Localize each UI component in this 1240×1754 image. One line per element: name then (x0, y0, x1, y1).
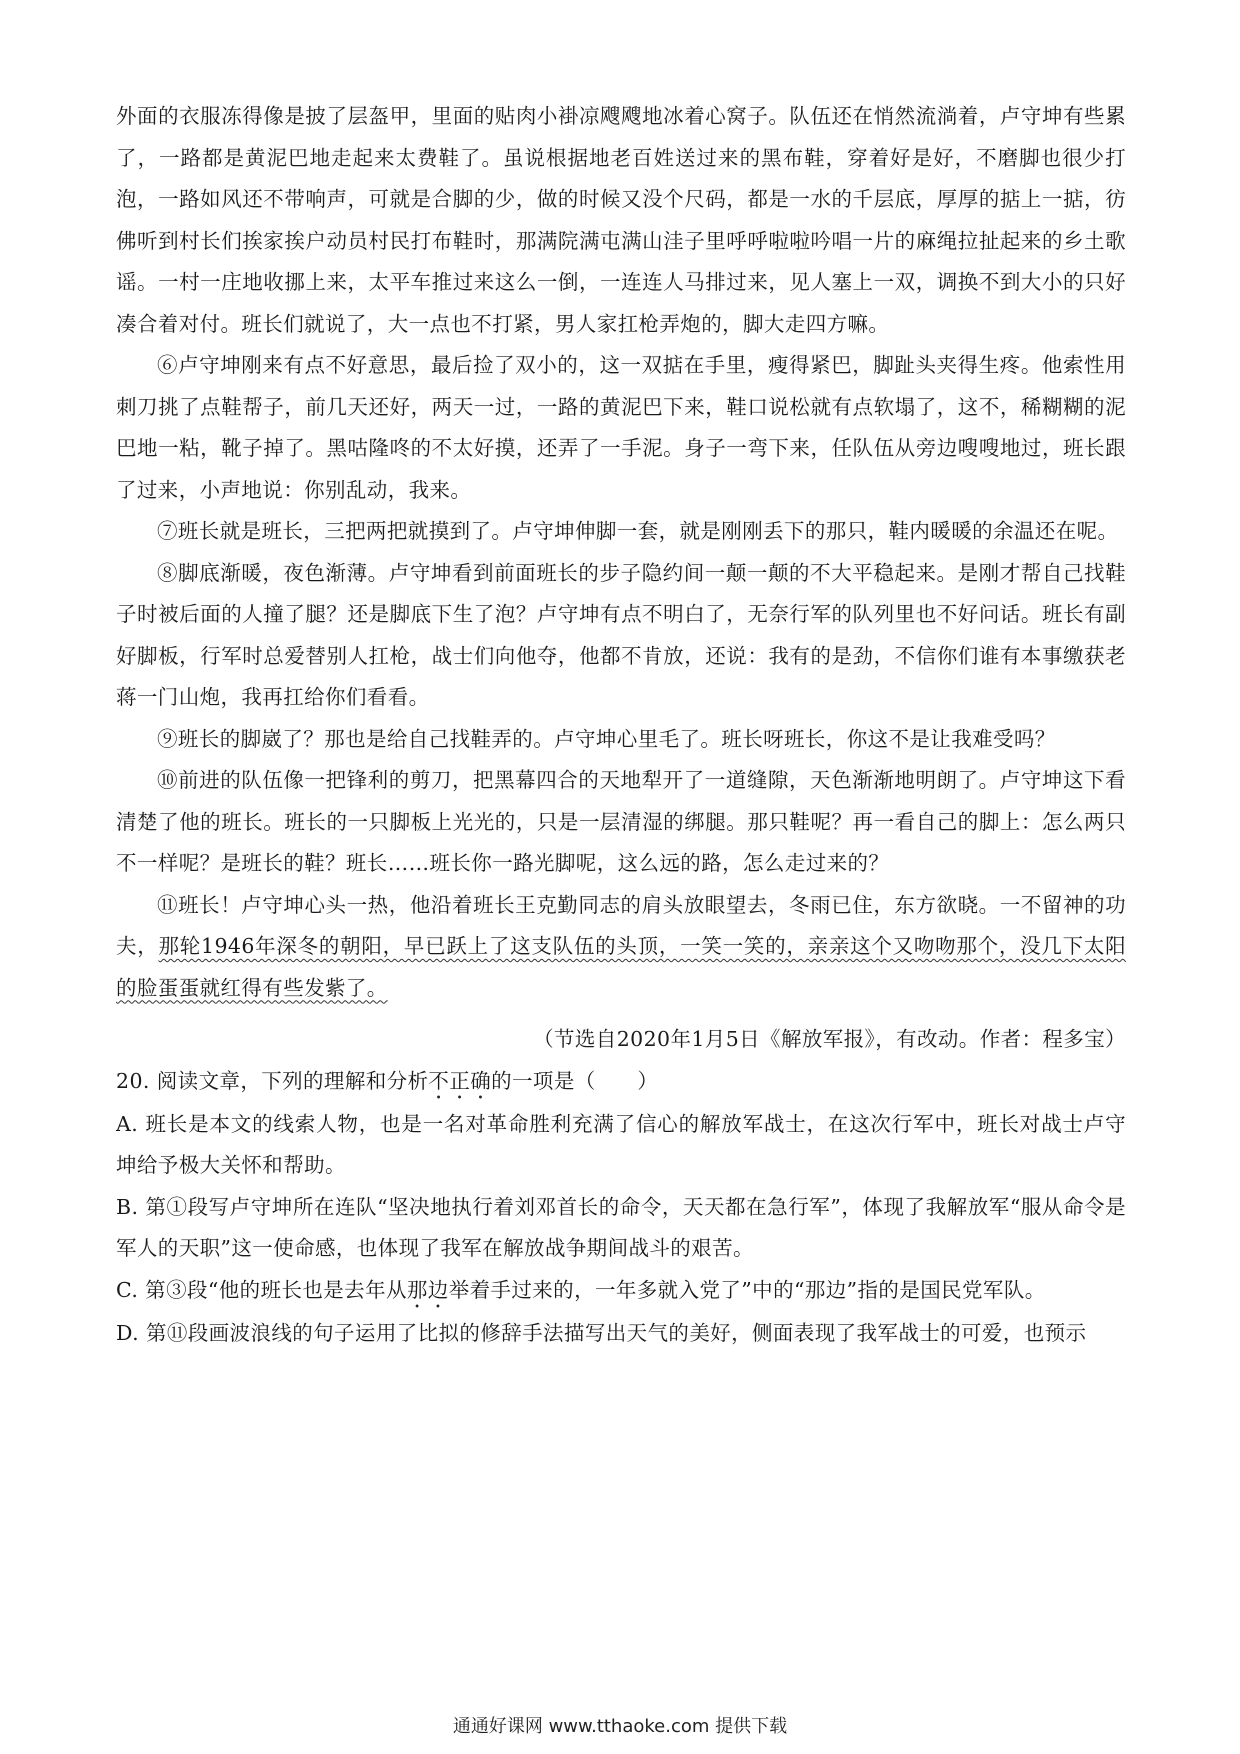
option-d: D. 第⑪段画波浪线的句子运用了比拟的修辞手法描写出天气的美好，侧面表现了我军战士的可爱，也预示 (116, 1320, 1087, 1345)
paragraph-9: ⑨班长的脚崴了？那也是给自己找鞋弄的。卢守坤心里毛了。班长呀班长，你这不是让我难受吗？ (157, 726, 1056, 751)
paragraph-11 (116, 885, 1126, 1010)
option-b: B. 第①段写卢守坤所在连队“坚决地执行着刘邓首长的命令，天天都在急行军”，体现了我解放军“服从命令是军人的天职”这一使命感，也体现了我军在解放战争期间战斗的艰苦。 (116, 1194, 1126, 1260)
question-stem-start: 20. 阅读文章，下列的理解和分析 (116, 1068, 429, 1093)
paragraph-10: ⑩前进的队伍像一把锋利的剪刀，把黑幕四合的天地犁开了一道缝隙，天色渐渐地明朗了。卢守坤这下看清楚了他的班长。班长的一只脚板上光光的，只是一层清湿的绑腿。那只鞋呢？再一看自己的脚上：怎么两只不一样呢？是班长的鞋？班长……班长你一路光脚呢，这么远的路，怎么走过来的？ (116, 768, 1126, 875)
option-c (116, 1270, 1126, 1313)
article-body (116, 96, 1126, 1354)
question-stem-end: 的一项是（ ） (491, 1068, 659, 1093)
option-a: A. 班长是本文的线索人物，也是一名对革命胜利充满了信心的解放军战士，在这次行军中，班长对战士卢守坤给予极大关怀和帮助。 (116, 1111, 1126, 1177)
emphasized-not-correct: 不正确 (428, 1068, 492, 1093)
source-citation: （节选自2020年1月5日《解放军报》，有改动。作者：程多宝） (533, 1027, 1126, 1051)
option-c-start: C. 第③段“他的班长也是去年从 (116, 1277, 407, 1302)
paragraph-7: ⑦班长就是班长，三把两把就摸到了。卢守坤伸脚一套，就是刚刚丢下的那只，鞋内暖暖的余温还在呢。 (157, 519, 1119, 543)
paragraph-11-text: ⑪班长！卢守坤心头一热，他沿着班长王克勤同志的肩头放眼望去，冬雨已住，东方欲晓。一不留神的功夫， (116, 892, 1126, 958)
question-20-stem (116, 1061, 1126, 1104)
emphasized-nabian: 那边 (406, 1277, 449, 1302)
footer-watermark: 通通好课网 www.tthaoke.com 提供下载 (452, 1716, 788, 1737)
paragraph-6: ⑥卢守坤刚来有点不好意思，最后捡了双小的，这一双掂在手里，瘦得紧巴，脚趾头夹得生疼。他索性用刺刀挑了点鞋帮子，前几天还好，两天一过，一路的黄泥巴下来，鞋口说松就有点软塌了，这不，稀糊糊的泥巴地一粘，靴子掉了。黑咕隆咚的不太好摸，还弄了一手泥。身子一弯下来，任队伍从旁边嗖嗖地过，班长跟了过来，小声地说：你别乱动，我来。 (116, 353, 1126, 502)
paragraph-8: ⑧脚底渐暖，夜色渐薄。卢守坤看到前面班长的步子隐约间一颠一颠的不大平稳起来。是刚才帮自己找鞋子时被后面的人撞了腿？还是脚底下生了泡？卢守坤有点不明白了，无奈行军的队列里也不好问话。班长有副好脚板，行军时总爱替别人扛枪，战士们向他夺，他都不肯放，还说：我有的是劲，不信你们谁有本事缴获老蒋一门山炮，我再扛给你们看看。 (116, 560, 1126, 709)
paragraph-5-continued: 外面的衣服冻得像是披了层盔甲，里面的贴肉小褂凉飕飕地冰着心窝子。队伍还在悄然流淌着，卢守坤有些累了，一路都是黄泥巴地走起来太费鞋了。虽说根据地老百姓送过来的黑布鞋，穿着好是好，不磨脚也很少打泡，一路如风还不带响声，可就是合脚的少，做的时候又没个尺码，都是一水的千层底，厚厚的掂上一掂，彷佛听到村长们挨家挨户动员村民打布鞋时，那满院满屯满山洼子里呼呼啦啦吟唱一片的麻绳拉扯起来的乡土歌谣。一村一庄地收挪上来，太平车推过来这么一倒，一连连人马排过来，见人塞上一双，调换不到大小的只好凑合着对付。班长们就说了，大一点也不打紧，男人家扛枪弄炮的，脚大走四方嘛。 (116, 104, 1126, 336)
option-c-end: 举着手过来的，一年多就入党了”中的“那边”指的是国民党军队。 (448, 1277, 1046, 1302)
wavy-underlined-sentence: 那轮1946年深冬的朝阳，早已跃上了这支队伍的头顶，一笑一笑的，亲亲这个又吻吻那个，没几下太阳的脸蛋蛋就红得有些发紫了。 (116, 934, 1126, 1000)
